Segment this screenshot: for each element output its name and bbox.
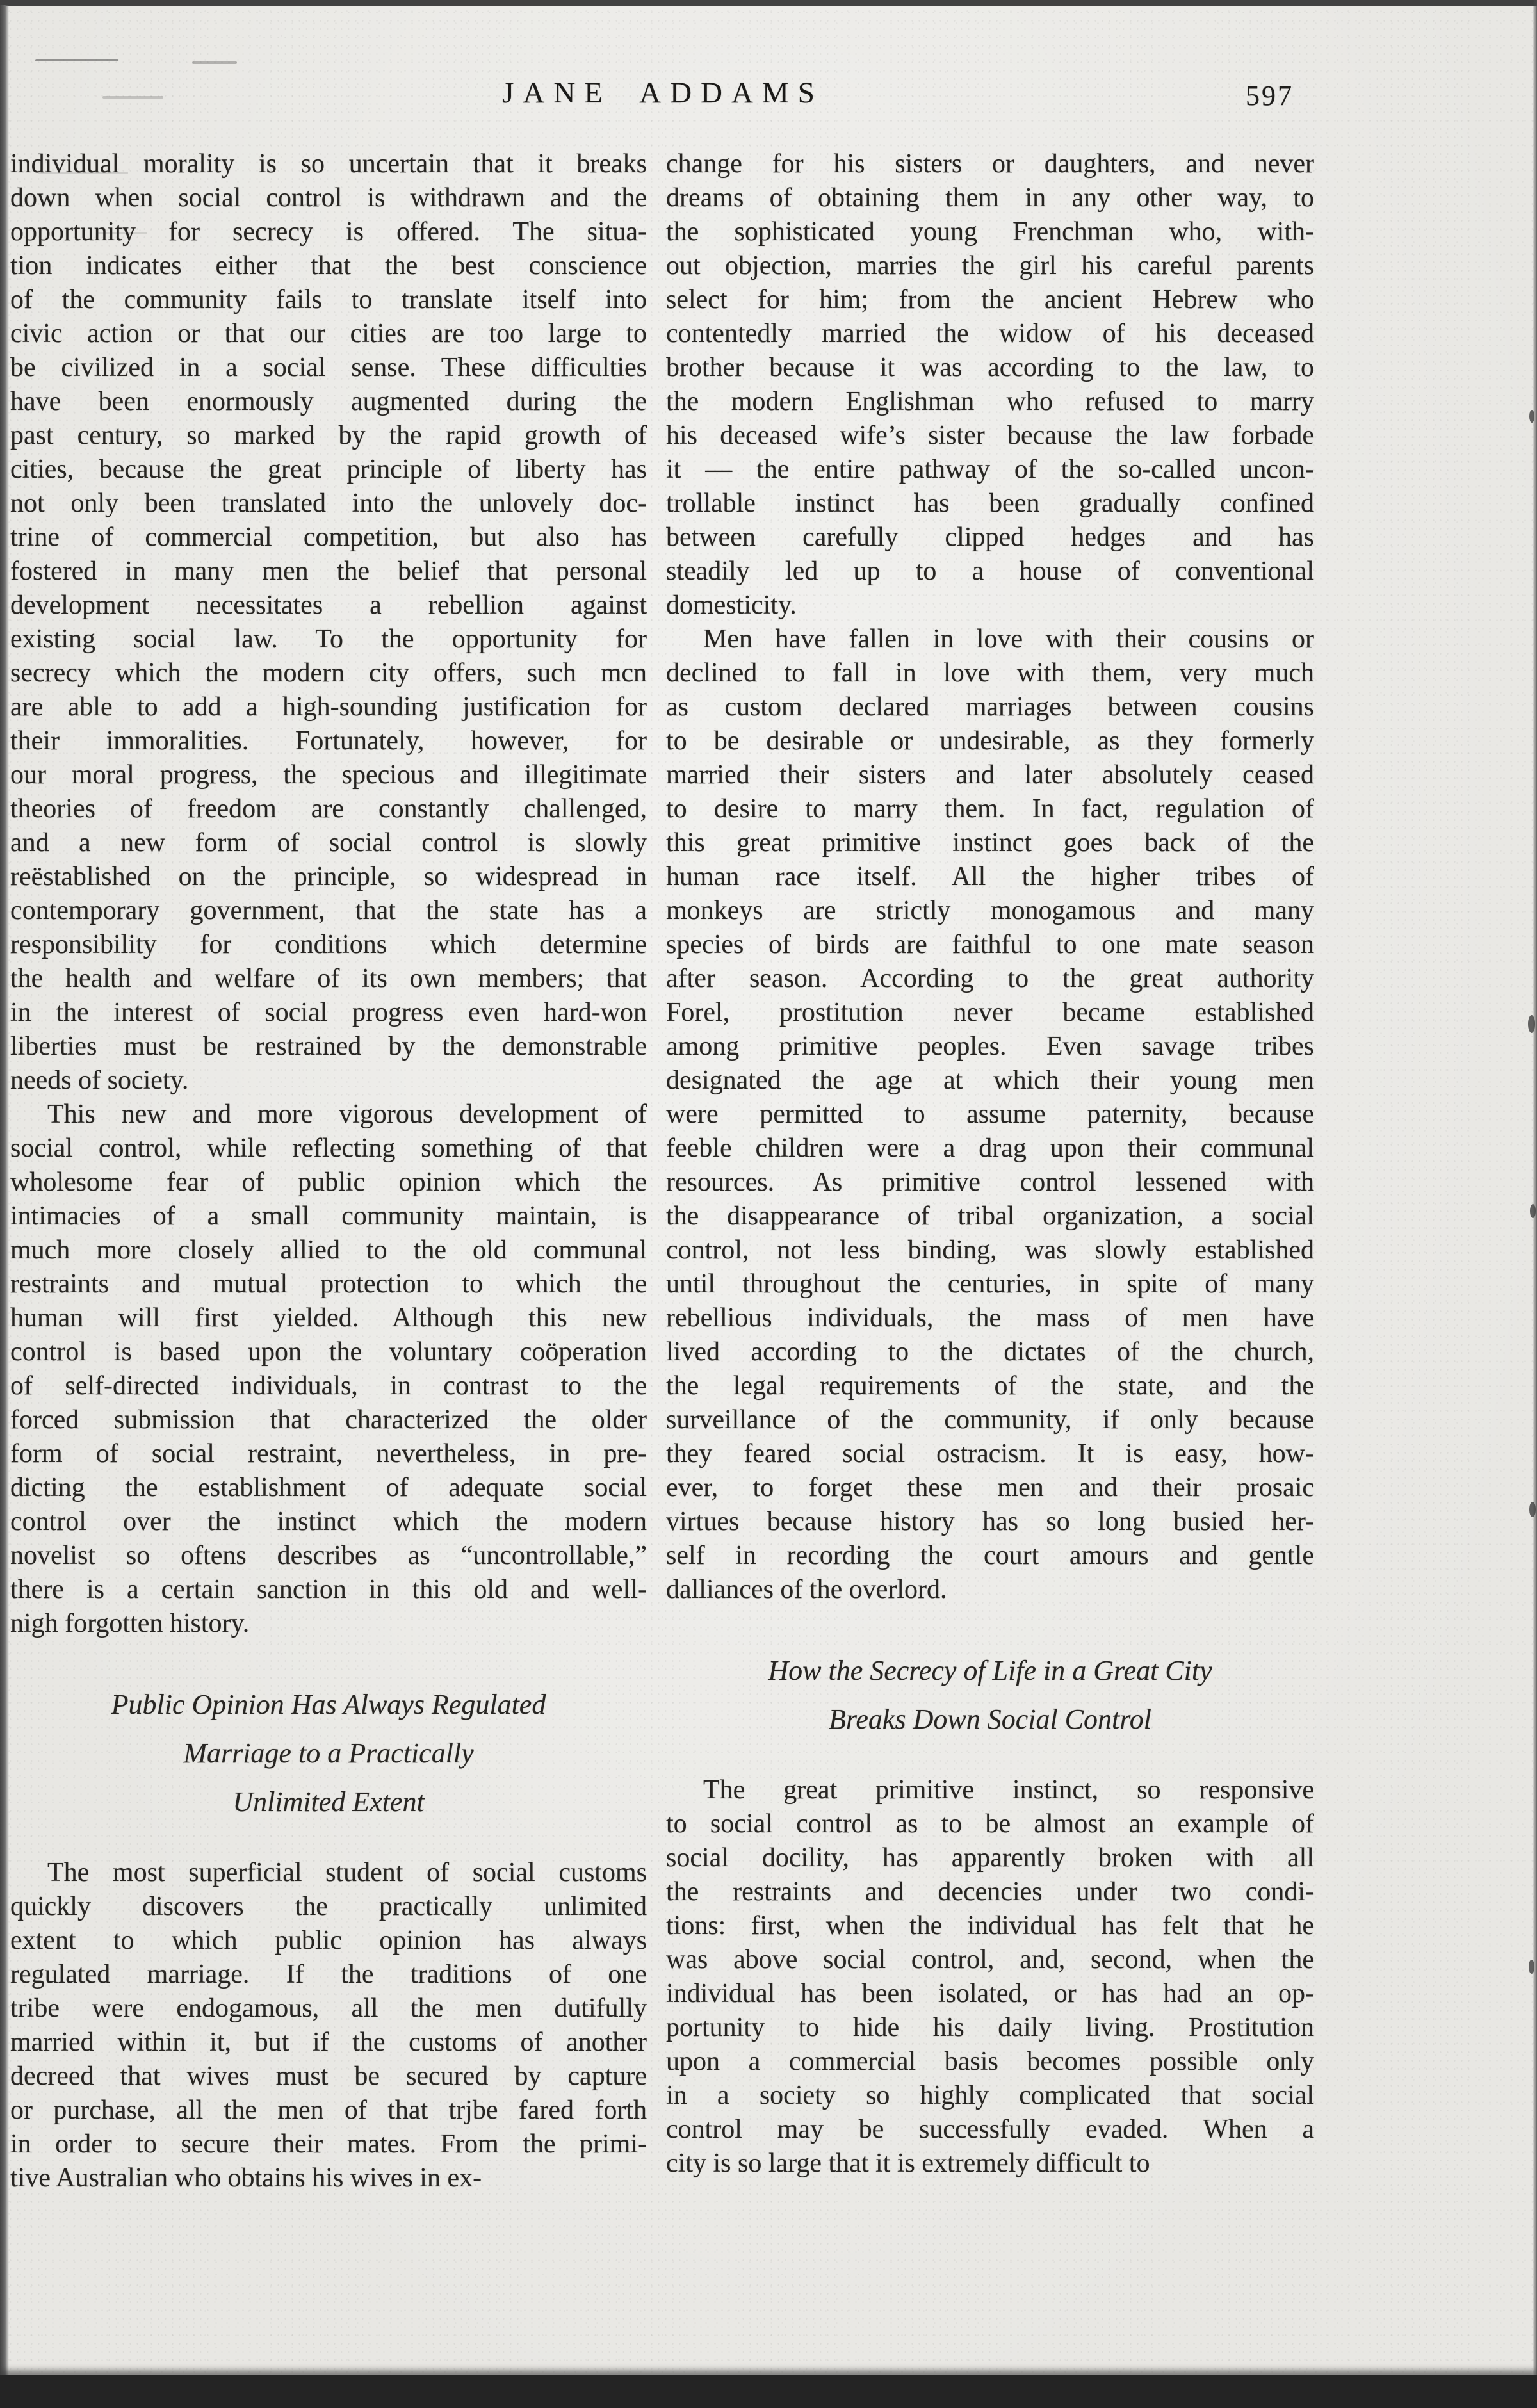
text-line: or purchase, all the men of that trjbe fared forth: [10, 2095, 647, 2125]
text-line: dalliances of the overlord.: [666, 1575, 947, 1604]
text-line: not only been translated into the unlovely doc-: [10, 489, 647, 518]
paragraph: [10, 1856, 647, 2195]
paragraph: [10, 147, 647, 1098]
scan-edge-left: [0, 5, 9, 2408]
text-line: tive Australian who obtains his wives in ex-: [10, 2163, 482, 2193]
text-line: to be desirable or undesirable, as they formerly: [666, 726, 1314, 756]
text-line: quickly discovers the practically unlimited: [10, 1892, 647, 1921]
text-line: intimacies of a small community maintain, is: [10, 1201, 647, 1231]
text-line: novelist so oftens describes as “uncontrollable,”: [10, 1541, 647, 1570]
text-line: dicting the establishment of adequate social: [10, 1473, 647, 1502]
text-line: designated the age at which their young men: [666, 1066, 1314, 1095]
text-line: steadily led up to a house of conventional: [666, 557, 1314, 586]
text-line: declined to fall in love with them, very much: [666, 658, 1314, 688]
text-line: ever, to forget these men and their prosaic: [666, 1473, 1314, 1502]
text-line: reëstablished on the principle, so widespread in: [10, 862, 647, 891]
text-line: monkeys are strictly monogamous and many: [666, 896, 1314, 925]
text-line: existing social law. To the opportunity for: [10, 624, 647, 654]
text-line: have been enormously augmented during the: [10, 387, 647, 416]
text-line: to desire to marry them. In fact, regulation of: [666, 794, 1314, 824]
text-line: control is based upon the voluntary coöperation: [10, 1337, 647, 1367]
section-heading: [666, 1647, 1314, 1744]
text-line: form of social restraint, nevertheless, in pre-: [10, 1439, 647, 1468]
text-line: in a society so highly complicated that social: [666, 2081, 1314, 2110]
paragraph: [666, 622, 1314, 1607]
text-line: change for his sisters or daughters, and never: [666, 149, 1314, 179]
text-line: cities, because the great principle of liberty has: [10, 455, 647, 484]
text-line: be civilized in a social sense. These difficulties: [10, 353, 647, 382]
text-line: regulated marriage. If the traditions of one: [10, 1960, 647, 1989]
page-number: 597: [1246, 80, 1294, 111]
text-line: wholesome fear of public opinion which the: [10, 1167, 647, 1197]
text-line: were permitted to assume paternity, because: [666, 1100, 1314, 1129]
text-line: rebellious individuals, the mass of men have: [666, 1303, 1314, 1333]
scan-smudge: [38, 172, 128, 174]
text-line: to social control as to be almost an example of: [666, 1809, 1314, 1839]
text-line: they feared social ostracism. It is easy, how-: [666, 1439, 1314, 1468]
scan-smudge: [275, 204, 320, 206]
text-line: The great primitive instinct, so responsive: [703, 1775, 1314, 1805]
text-line: social control, while reflecting something of that: [10, 1134, 647, 1163]
text-line: down when social control is withdrawn and the: [10, 183, 647, 213]
text-line: the modern Englishman who refused to marry: [666, 387, 1314, 416]
text-line: social docility, has apparently broken with all: [666, 1843, 1314, 1873]
text-line: select for him; from the ancient Hebrew who: [666, 285, 1314, 314]
text-line: human race itself. All the higher tribes of: [666, 862, 1314, 891]
text-line: as custom declared marriages between cousins: [666, 692, 1314, 722]
text-line: control, not less binding, was slowly established: [666, 1235, 1314, 1265]
scan-edge-bottom: [0, 2375, 1537, 2408]
paragraph: [10, 1098, 647, 1641]
text-line: The most superficial student of social customs: [47, 1858, 647, 1887]
text-line: lived according to the dictates of the church,: [666, 1337, 1314, 1367]
text-line: trollable instinct has been gradually confined: [666, 489, 1314, 518]
text-line: Men have fallen in love with their cousins or: [703, 624, 1314, 654]
text-line: the disappearance of tribal organization, a social: [666, 1201, 1314, 1231]
text-line: responsibility for conditions which determine: [10, 930, 647, 959]
text-line: resources. As primitive control lessened with: [666, 1167, 1314, 1197]
text-line: dreams of obtaining them in any other way, to: [666, 183, 1314, 213]
text-line: there is a certain sanction in this old and well-: [10, 1575, 647, 1604]
paragraph: [666, 1773, 1314, 2181]
text-line: after season. According to the great authority: [666, 964, 1314, 993]
heading-line: Unlimited Extent: [232, 1786, 425, 1818]
text-line: the restraints and decencies under two condi-: [666, 1877, 1314, 1907]
text-line: between carefully clipped hedges and has: [666, 523, 1314, 552]
column-right: [666, 147, 1314, 2181]
text-line: out objection, marries the girl his careful parents: [666, 251, 1314, 281]
text-line: this great primitive instinct goes back of the: [666, 828, 1314, 858]
text-line: virtues because history has so long busied her-: [666, 1507, 1314, 1536]
scan-smudge: [102, 96, 163, 99]
text-line: married within it, but if the customs of another: [10, 2028, 647, 2057]
text-line: trine of commercial competition, but also has: [10, 523, 647, 552]
text-line: theories of freedom are constantly challenged,: [10, 794, 647, 824]
text-line: their immoralities. Fortunately, however, for: [10, 726, 647, 756]
scan-smudge: [192, 61, 237, 64]
text-line: surveillance of the community, if only because: [666, 1405, 1314, 1435]
text-line: brother because it was according to the law, to: [666, 353, 1314, 382]
text-line: needs of society.: [10, 1066, 189, 1095]
text-line: feeble children were a drag upon their communal: [666, 1134, 1314, 1163]
text-line: past century, so marked by the rapid growth of: [10, 421, 647, 450]
scan-mark: [1529, 410, 1534, 423]
text-line: tribe were endogamous, all the men dutifully: [10, 1994, 647, 2023]
text-line: are able to add a high-sounding justification for: [10, 692, 647, 722]
text-line: forced submission that characterized the older: [10, 1405, 647, 1435]
text-line: development necessitates a rebellion against: [10, 590, 647, 620]
text-line: liberties must be restrained by the demonstrable: [10, 1032, 647, 1061]
text-line: human will first yielded. Although this new: [10, 1303, 647, 1333]
scan-mark: [1528, 1015, 1535, 1033]
scan-mark: [1529, 1502, 1536, 1517]
text-line: contemporary government, that the state has a: [10, 896, 647, 925]
running-header-title: JANE ADDAMS: [502, 76, 824, 110]
text-line: was above social control, and, second, when the: [666, 1945, 1314, 1974]
text-line: extent to which public opinion has always: [10, 1926, 647, 1955]
text-line: it — the entire pathway of the so-called uncon-: [666, 455, 1314, 484]
text-line: species of birds are faithful to one mate season: [666, 930, 1314, 959]
text-line: tions: first, when the individual has felt that he: [666, 1911, 1314, 1940]
section-heading: [10, 1680, 647, 1826]
heading-line: Public Opinion Has Always Regulated: [111, 1689, 546, 1720]
text-line: of the community fails to translate itself into: [10, 285, 647, 314]
text-line: in order to secure their mates. From the primi-: [10, 2129, 647, 2159]
text-line: opportunity for secrecy is offered. The situa-: [10, 217, 647, 247]
heading-line: How the Secrecy of Life in a Great City: [768, 1655, 1212, 1686]
column-left: [10, 147, 647, 2195]
text-line: individual has been isolated, or has had an op-: [666, 1979, 1314, 2008]
text-line: among primitive peoples. Even savage tribes: [666, 1032, 1314, 1061]
text-line: control may be successfully evaded. When a: [666, 2115, 1314, 2144]
text-line: much more closely allied to the old communal: [10, 1235, 647, 1265]
scan-mark: [1530, 1204, 1536, 1218]
text-line: city is so large that it is extremely difficult to: [666, 2149, 1150, 2178]
text-line: domesticity.: [666, 590, 797, 620]
text-line: decreed that wives must be secured by capture: [10, 2062, 647, 2091]
text-line: fostered in many men the belief that personal: [10, 557, 647, 586]
text-line: of self-directed individuals, in contrast to the: [10, 1371, 647, 1401]
paragraph: [666, 147, 1314, 622]
heading-line: Breaks Down Social Control: [829, 1704, 1151, 1735]
text-line: This new and more vigorous development of: [47, 1100, 647, 1129]
text-line: the health and welfare of its own members; that: [10, 964, 647, 993]
scan-smudge: [35, 59, 118, 61]
text-line: upon a commercial basis becomes possible only: [666, 2047, 1314, 2076]
text-line: control over the instinct which the modern: [10, 1507, 647, 1536]
text-line: civic action or that our cities are too large to: [10, 319, 647, 348]
text-line: restraints and mutual protection to which the: [10, 1269, 647, 1299]
text-line: individual morality is so uncertain that it breaks: [10, 149, 647, 179]
text-line: until throughout the centuries, in spite of many: [666, 1269, 1314, 1299]
scan-mark: [1529, 1960, 1534, 1974]
text-line: his deceased wife’s sister because the law forbade: [666, 421, 1314, 450]
text-line: secrecy which the modern city offers, such mcn: [10, 658, 647, 688]
scan-edge-top: [0, 0, 1537, 6]
text-line: the sophisticated young Frenchman who, with-: [666, 217, 1314, 247]
text-line: the legal requirements of the state, and the: [666, 1371, 1314, 1401]
text-line: self in recording the court amours and gentle: [666, 1541, 1314, 1570]
text-line: nigh forgotten history.: [10, 1609, 250, 1638]
text-line: contentedly married the widow of his deceased: [666, 319, 1314, 348]
text-line: our moral progress, the specious and illegitimate: [10, 760, 647, 790]
heading-line: Marriage to a Practically: [183, 1737, 474, 1769]
text-line: in the interest of social progress even hard-won: [10, 998, 647, 1027]
text-line: tion indicates either that the best conscience: [10, 251, 647, 281]
scan-smudge: [96, 232, 147, 234]
text-line: Forel, prostitution never became established: [666, 998, 1314, 1027]
text-line: portunity to hide his daily living. Prostitution: [666, 2013, 1314, 2042]
text-line: married their sisters and later absolutely ceased: [666, 760, 1314, 790]
text-line: and a new form of social control is slowly: [10, 828, 647, 858]
